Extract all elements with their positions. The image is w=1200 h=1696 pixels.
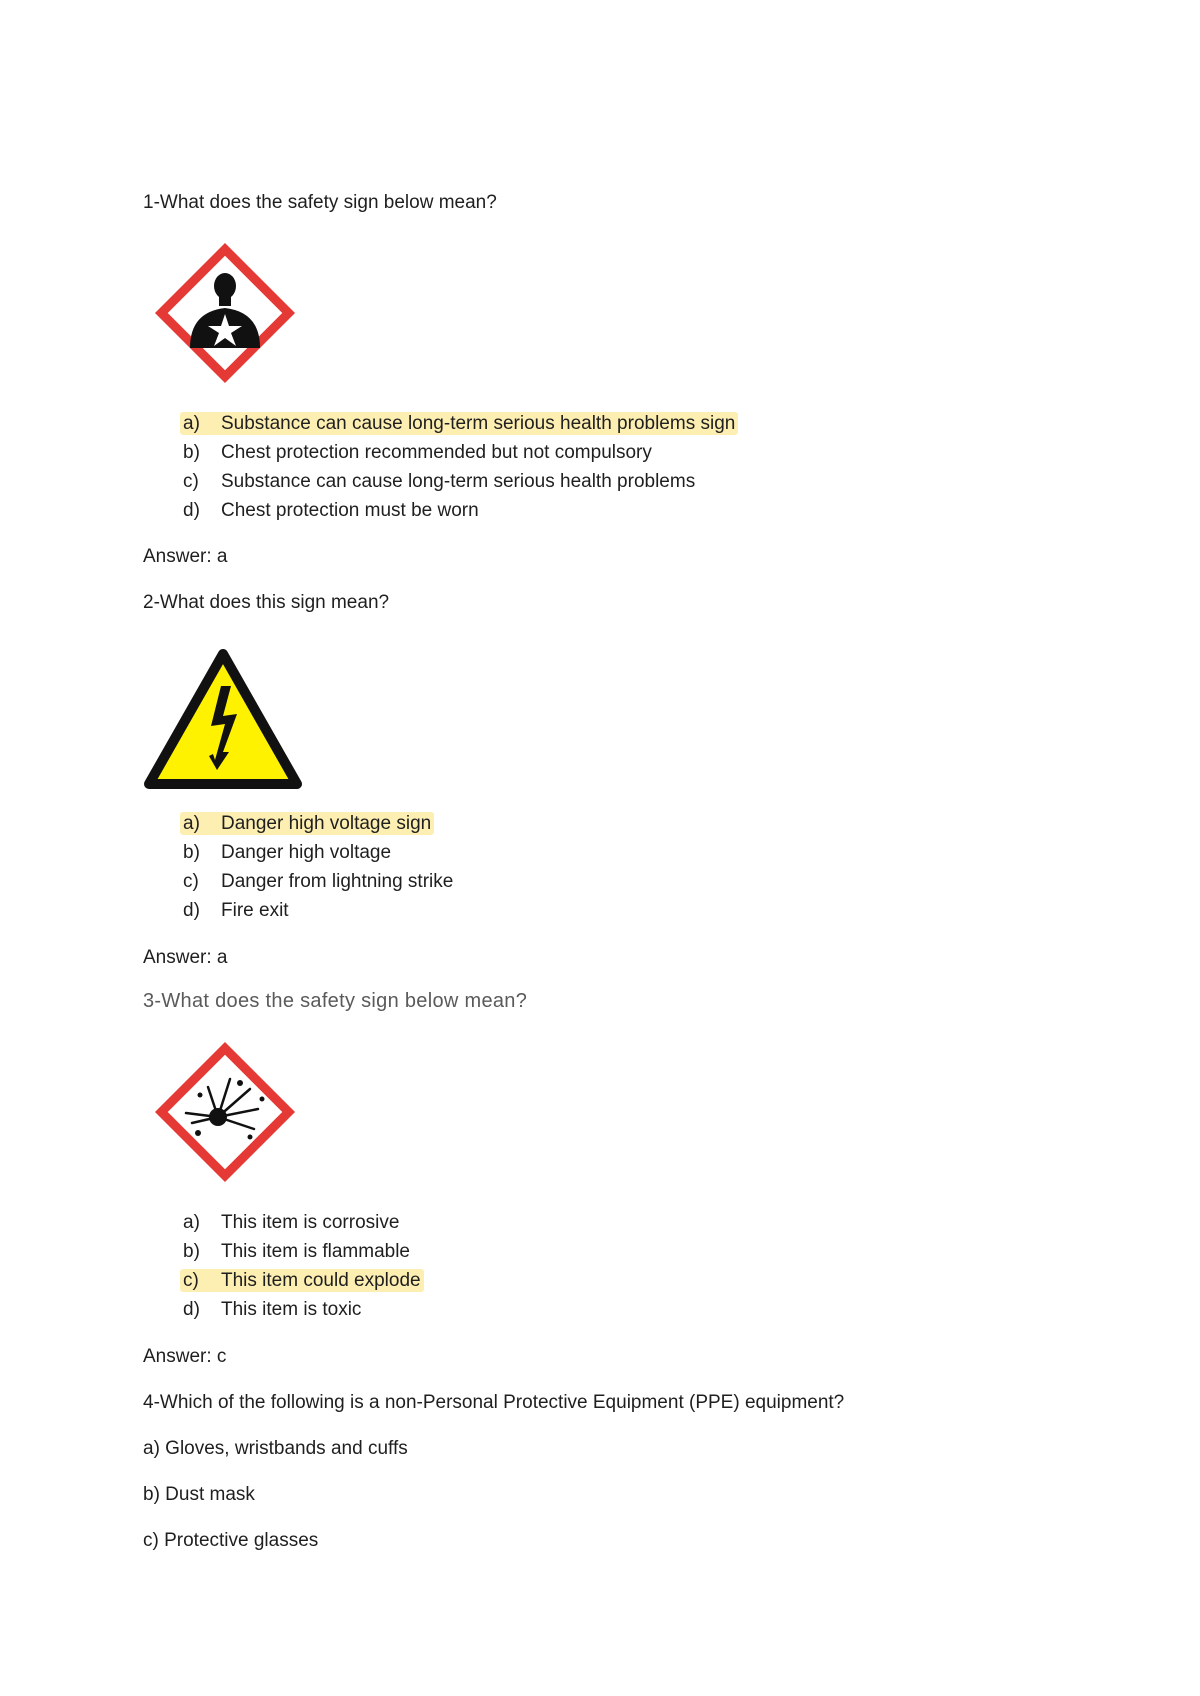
option-text: Chest protection must be worn (221, 500, 479, 521)
option-letter: b) (183, 442, 200, 463)
q3-answer: Answer: c (143, 1346, 227, 1367)
option-letter: a) (183, 413, 200, 434)
option-text: Danger from lightning strike (221, 871, 454, 892)
q3-option-c[interactable] (180, 1270, 424, 1292)
q2-option-a[interactable] (180, 813, 434, 835)
question-4-title: 4-Which of the following is a non-Personal Protective Equipment (PPE) equipment? (143, 1392, 845, 1413)
q2-option-b[interactable] (183, 842, 391, 864)
question-2-title: 2-What does this sign mean? (143, 592, 390, 613)
q2-option-d[interactable] (183, 900, 289, 922)
option-letter: d) (183, 900, 200, 921)
option-letter: d) (183, 500, 200, 521)
option-text: Substance can cause long-term serious health problems (221, 471, 696, 492)
q3-option-a[interactable] (183, 1212, 399, 1234)
option-text: This item is toxic (221, 1299, 362, 1320)
option-text: Fire exit (221, 900, 289, 921)
option-letter: c) (183, 471, 199, 492)
q4-option-c[interactable]: c) Protective glasses (143, 1530, 319, 1551)
option-letter: a) (183, 813, 200, 834)
high-voltage-icon (143, 648, 303, 790)
q4-option-a[interactable]: a) Gloves, wristbands and cuffs (143, 1438, 408, 1459)
q3-option-d[interactable] (183, 1299, 361, 1321)
q3-option-b[interactable] (183, 1241, 410, 1263)
option-text: This item could explode (221, 1270, 421, 1291)
question-1-title: 1-What does the safety sign below mean? (143, 192, 497, 213)
option-letter: d) (183, 1299, 200, 1320)
option-text: Substance can cause long-term serious health problems sign (221, 413, 736, 434)
option-text: This item is flammable (221, 1241, 410, 1262)
option-text: Chest protection recommended but not compulsory (221, 442, 652, 463)
option-letter: b) (183, 1241, 200, 1262)
option-text: This item is corrosive (221, 1212, 400, 1233)
q1-option-a[interactable] (180, 413, 738, 435)
health-hazard-icon (150, 238, 300, 388)
q1-option-c[interactable] (183, 471, 695, 493)
q1-answer: Answer: a (143, 546, 228, 567)
option-text: Danger high voltage sign (221, 813, 432, 834)
option-letter: c) (183, 1270, 199, 1291)
q2-option-c[interactable] (183, 871, 453, 893)
q4-option-b[interactable]: b) Dust mask (143, 1484, 255, 1505)
explosive-icon (150, 1037, 300, 1187)
option-text: Danger high voltage (221, 842, 392, 863)
question-3-title: 3-What does the safety sign below mean? (143, 990, 528, 1012)
option-letter: a) (183, 1212, 200, 1233)
q1-option-b[interactable] (183, 442, 652, 464)
q1-option-d[interactable] (183, 500, 479, 522)
q2-answer: Answer: a (143, 947, 228, 968)
option-letter: c) (183, 871, 199, 892)
option-letter: b) (183, 842, 200, 863)
